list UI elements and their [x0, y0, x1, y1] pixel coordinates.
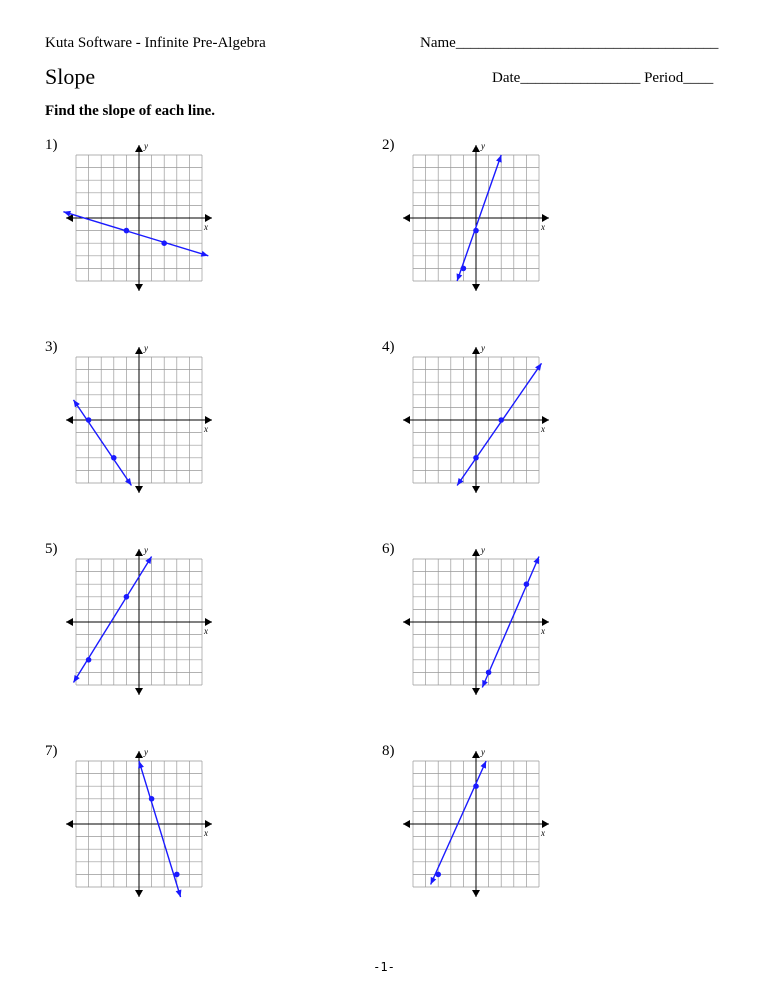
publisher-header: Kuta Software - Infinite Pre-Algebra: [45, 35, 266, 51]
problem-number: 8): [382, 743, 395, 759]
date-period-field[interactable]: Date________________ Period____: [492, 70, 714, 86]
y-axis-label: y: [481, 343, 485, 353]
line-arrowhead: [145, 556, 151, 564]
plotted-point: [86, 417, 92, 423]
x-axis-label: x: [204, 222, 208, 232]
x-axis-label: x: [541, 828, 545, 838]
plotted-point: [124, 228, 130, 234]
x-axis-label: x: [204, 424, 208, 434]
plotted-point: [524, 581, 530, 587]
plotted-point: [86, 657, 92, 663]
y-axis-label: y: [144, 141, 148, 151]
line-arrowhead: [457, 478, 463, 485]
instructions: Find the slope of each line.: [45, 103, 216, 119]
y-axis-label: y: [481, 141, 485, 151]
problem-number: 4): [382, 339, 395, 355]
y-axis-label: y: [144, 343, 148, 353]
plotted-point: [161, 240, 167, 246]
problem-number: 7): [45, 743, 58, 759]
axes: [403, 145, 549, 291]
plotted-point: [461, 266, 467, 272]
y-axis-label: y: [481, 545, 485, 555]
problem-number: 2): [382, 137, 395, 153]
line-arrowhead: [176, 890, 182, 898]
y-axis-label: y: [144, 747, 148, 757]
coordinate-graph: [56, 741, 222, 907]
coordinate-graph: [393, 337, 559, 503]
plotted-point: [174, 872, 180, 878]
axes: [66, 549, 212, 695]
axes: [66, 145, 212, 291]
coordinate-graph: [393, 741, 559, 907]
line-arrowhead: [63, 211, 71, 217]
x-axis-label: x: [541, 424, 545, 434]
graph-line: [139, 761, 181, 897]
graph-line: [457, 363, 541, 485]
line-arrowhead: [73, 675, 79, 683]
axes: [403, 549, 549, 695]
coordinate-graph: [393, 539, 559, 705]
line-arrowhead: [138, 761, 144, 769]
problem-number: 3): [45, 339, 58, 355]
axes: [66, 751, 212, 897]
line-arrowhead: [73, 400, 79, 407]
x-axis-label: x: [541, 222, 545, 232]
plotted-point: [498, 417, 504, 423]
graph-line: [73, 400, 131, 486]
problem-number: 1): [45, 137, 58, 153]
plotted-point: [149, 796, 155, 802]
graph-line: [73, 556, 151, 682]
x-axis-label: x: [541, 626, 545, 636]
x-axis-label: x: [204, 828, 208, 838]
plotted-point: [124, 594, 130, 600]
page-number: -1-: [373, 960, 395, 974]
plotted-point: [486, 670, 492, 676]
y-axis-label: y: [481, 747, 485, 757]
coordinate-graph: [56, 337, 222, 503]
coordinate-graph: [56, 135, 222, 301]
axes: [403, 347, 549, 493]
problem-number: 5): [45, 541, 58, 557]
line-arrowhead: [125, 478, 131, 485]
line-arrowhead: [496, 155, 502, 163]
line-arrowhead: [457, 273, 463, 281]
axes: [403, 751, 549, 897]
y-axis-label: y: [144, 545, 148, 555]
plotted-point: [435, 872, 441, 878]
problem-number: 6): [382, 541, 395, 557]
coordinate-graph: [56, 539, 222, 705]
plotted-point: [473, 228, 479, 234]
worksheet-title: Slope: [45, 64, 96, 89]
plotted-point: [473, 783, 479, 789]
x-axis-label: x: [204, 626, 208, 636]
plotted-point: [473, 455, 479, 461]
coordinate-graph: [393, 135, 559, 301]
name-field[interactable]: Name___________________________________: [420, 35, 719, 51]
graph-line: [431, 761, 486, 884]
plotted-point: [111, 455, 117, 461]
